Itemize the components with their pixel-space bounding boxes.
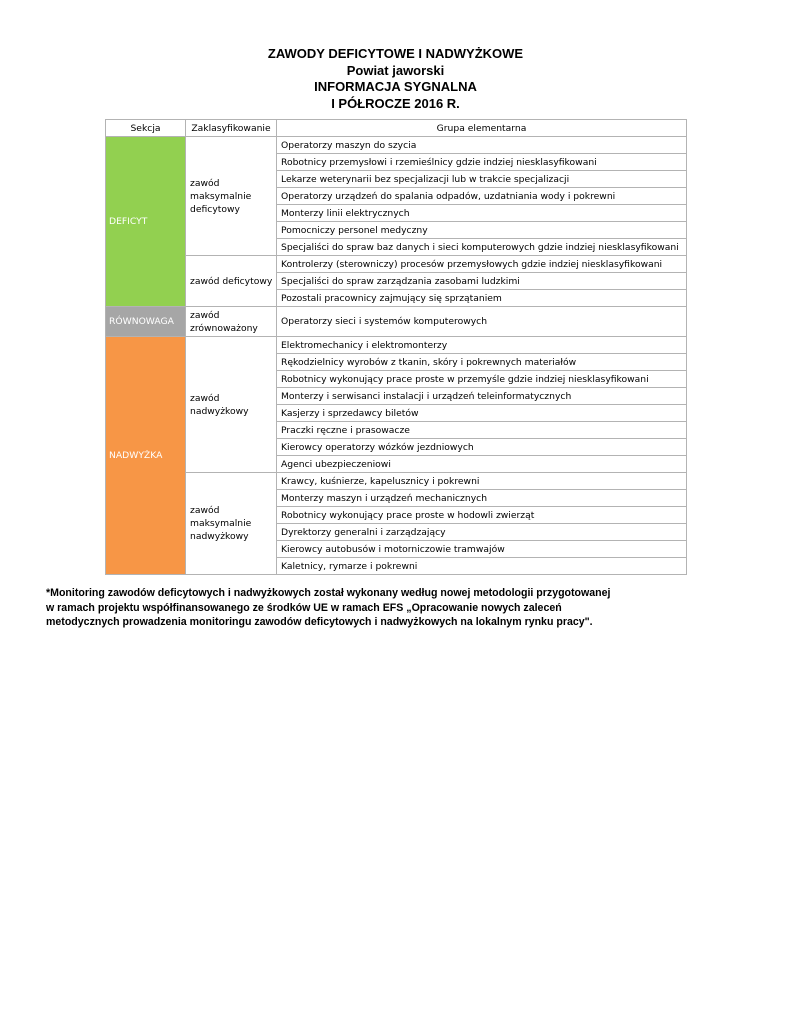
occupation-cell: Kierowcy operatorzy wózków jezdniowych [277,439,687,456]
occupation-cell: Specjaliści do spraw zarządzania zasobami ludzkimi [277,273,687,290]
occupation-cell: Operatorzy sieci i systemów komputerowych [277,307,687,337]
classification-cell: zawód deficytowy [186,256,277,307]
occupation-cell: Elektromechanicy i elektromonterzy [277,337,687,354]
table-row [106,473,687,490]
section-label: DEFICYT [106,137,186,307]
occupation-cell: Specjaliści do spraw baz danych i sieci komputerowych gdzie indziej niesklasyfikowani [277,239,687,256]
occupation-cell: Robotnicy przemysłowi i rzemieślnicy gdzie indziej niesklasyfikowani [277,154,687,171]
occupation-cell: Kaletnicy, rymarze i pokrewni [277,558,687,575]
table-header-row [106,120,687,137]
occupation-cell: Kierowcy autobusów i motorniczowie tramwajów [277,541,687,558]
table-row [106,307,687,337]
occupations-table [105,119,687,575]
title-line-1: ZAWODY DEFICYTOWE I NADWYŻKOWE [267,46,524,61]
footnote-line-3: metodycznych prowadzenia monitoringu zawodów deficytowych i nadwyżkowych na lokalnym rynku pracy". [46,616,593,628]
footnote-line-1: *Monitoring zawodów deficytowych i nadwyżkowych został wykonany według nowej metodologii przygotowanej [46,587,611,599]
occupation-cell: Rękodzielnicy wyrobów z tkanin, skóry i pokrewnych materiałów [277,354,687,371]
occupation-cell: Kasjerzy i sprzedawcy biletów [277,405,687,422]
footnote-line-2: w ramach projektu współfinansowanego ze środków UE w ramach EFS „Opracowanie nowych zaleceń [46,601,562,614]
classification-cell: zawód nadwyżkowy [186,337,277,473]
occupation-cell: Operatorzy urządzeń do spalania odpadów, uzdatniania wody i pokrewni [277,188,687,205]
title-line-2: Powiat jaworski [346,62,445,78]
occupation-cell: Kontrolerzy (sterowniczy) procesów przemysłowych gdzie indziej niesklasyfikowani [277,256,687,273]
occupation-cell: Monterzy linii elektrycznych [277,205,687,222]
table-body [106,137,687,575]
classification-cell: zawód maksymalnie deficytowy [186,137,277,256]
footnote [46,586,610,630]
occupation-cell: Agenci ubezpieczeniowi [277,456,687,473]
title-line-3: INFORMACJA SYGNALNA [314,79,477,94]
occupation-cell: Monterzy i serwisanci instalacji i urządzeń teleinformatycznych [277,388,687,405]
section-label: NADWYŻKA [106,337,186,575]
header-grupa: Grupa elementarna [277,120,687,137]
occupation-cell: Robotnicy wykonujący prace proste w hodowli zwierząt [277,507,687,524]
occupation-cell: Operatorzy maszyn do szycia [277,137,687,154]
header-sekcja: Sekcja [106,120,186,137]
table-row [106,337,687,354]
document-title [0,46,791,112]
table-row [106,256,687,273]
occupation-cell: Dyrektorzy generalni i zarządzający [277,524,687,541]
classification-cell: zawód zrównoważony [186,307,277,337]
section-label: RÓWNOWAGA [106,307,186,337]
occupation-cell: Pozostali pracownicy zajmujący się sprzątaniem [277,290,687,307]
classification-cell: zawód maksymalnie nadwyżkowy [186,473,277,575]
occupation-cell: Monterzy maszyn i urządzeń mechanicznych [277,490,687,507]
occupation-cell: Krawcy, kuśnierze, kapelusznicy i pokrewni [277,473,687,490]
occupation-cell: Lekarze weterynarii bez specjalizacji lub w trakcie specjalizacji [277,171,687,188]
title-line-4: I PÓŁROCZE 2016 R. [331,95,460,111]
header-zaklasyfikowanie: Zaklasyfikowanie [186,120,277,137]
table-row [106,137,687,154]
occupation-cell: Praczki ręczne i prasowacze [277,422,687,439]
occupation-cell: Pomocniczy personel medyczny [277,222,687,239]
occupation-cell: Robotnicy wykonujący prace proste w przemyśle gdzie indziej niesklasyfikowani [277,371,687,388]
